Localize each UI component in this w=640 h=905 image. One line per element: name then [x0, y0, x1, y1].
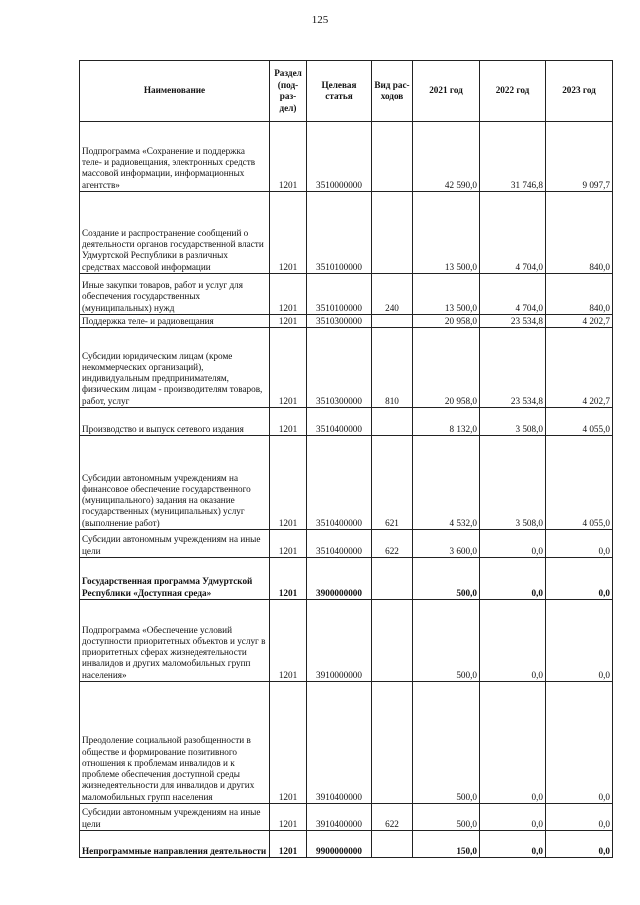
row-razdel: 1201	[270, 530, 307, 558]
row-2023: 0,0	[546, 831, 613, 858]
row-vid	[372, 600, 413, 682]
row-2022: 3 508,0	[480, 436, 546, 530]
row-razdel: 1201	[270, 600, 307, 682]
row-vid	[372, 558, 413, 600]
row-name: Поддержка теле- и радиовещания	[80, 315, 270, 328]
row-2023: 0,0	[546, 682, 613, 804]
row-2022: 23 534,8	[480, 315, 546, 328]
row-target: 3910400000	[307, 804, 372, 831]
row-2023: 840,0	[546, 192, 613, 274]
row-razdel: 1201	[270, 558, 307, 600]
row-vid	[372, 122, 413, 192]
row-2021: 500,0	[413, 682, 480, 804]
header-razdel: Раздел (под-раз-дел)	[270, 61, 307, 122]
row-name: Подпрограмма «Обеспечение условий доступности приоритетных объектов и услуг в приоритетных сферах жизнедеятельности инвалидов и других маломобильных групп населения»	[80, 600, 270, 682]
row-2022: 0,0	[480, 682, 546, 804]
row-target: 3900000000	[307, 558, 372, 600]
row-target: 3510000000	[307, 122, 372, 192]
row-2021: 42 590,0	[413, 122, 480, 192]
row-target: 3510100000	[307, 274, 372, 315]
row-2022: 0,0	[480, 831, 546, 858]
row-razdel: 1201	[270, 831, 307, 858]
row-2023: 0,0	[546, 558, 613, 600]
row-target: 3510400000	[307, 530, 372, 558]
row-razdel: 1201	[270, 328, 307, 408]
table-row	[80, 558, 613, 600]
row-2022: 0,0	[480, 804, 546, 831]
table-row	[80, 436, 613, 530]
budget-table	[79, 60, 613, 858]
row-razdel: 1201	[270, 436, 307, 530]
row-2021: 150,0	[413, 831, 480, 858]
row-name: Субсидии юридическим лицам (кроме некоммерческих организаций), индивидуальным предпринимателям, физическим лицам - производителям товаров, работ, услуг	[80, 328, 270, 408]
table-row	[80, 274, 613, 315]
row-vid: 622	[372, 804, 413, 831]
row-2022: 0,0	[480, 558, 546, 600]
table-row	[80, 831, 613, 858]
row-vid	[372, 831, 413, 858]
row-2022: 0,0	[480, 530, 546, 558]
header-name: Наименование	[80, 61, 270, 122]
row-2023: 840,0	[546, 274, 613, 315]
row-2023: 4 202,7	[546, 328, 613, 408]
row-name: Производство и выпуск сетевого издания	[80, 408, 270, 436]
table-row	[80, 315, 613, 328]
row-2023: 0,0	[546, 600, 613, 682]
row-2021: 3 600,0	[413, 530, 480, 558]
row-target: 3510300000	[307, 315, 372, 328]
table-header-row	[80, 61, 613, 122]
page-number: 125	[311, 14, 329, 26]
row-name: Преодоление социальной разобщенности в обществе и формирование позитивного отношения к проблемам инвалидов и к проблеме обеспечения доступной среды жизнедеятельности для инвалидов и других маломобильных групп населения	[80, 682, 270, 804]
row-2022: 23 534,8	[480, 328, 546, 408]
row-vid	[372, 682, 413, 804]
row-target: 9900000000	[307, 831, 372, 858]
row-name: Иные закупки товаров, работ и услуг для обеспечения государственных (муниципальных) нужд	[80, 274, 270, 315]
row-target: 3910000000	[307, 600, 372, 682]
row-name: Государственная программа Удмуртской Республики «Доступная среда»	[80, 558, 270, 600]
table-row	[80, 804, 613, 831]
row-razdel: 1201	[270, 315, 307, 328]
row-vid: 622	[372, 530, 413, 558]
row-2022: 4 704,0	[480, 192, 546, 274]
row-2021: 20 958,0	[413, 315, 480, 328]
header-2023: 2023 год	[546, 61, 613, 122]
row-razdel: 1201	[270, 274, 307, 315]
row-name: Субсидии автономным учреждениям на иные цели	[80, 804, 270, 831]
row-2021: 20 958,0	[413, 328, 480, 408]
row-name: Создание и распространение сообщений о деятельности органов государственной власти Удмуртской Республики в различных средствах массовой информации	[80, 192, 270, 274]
row-razdel: 1201	[270, 408, 307, 436]
row-name: Непрограммные направления деятельности	[80, 831, 270, 858]
row-2023: 4 055,0	[546, 436, 613, 530]
row-razdel: 1201	[270, 804, 307, 831]
table-row	[80, 530, 613, 558]
row-vid	[372, 192, 413, 274]
row-2021: 4 532,0	[413, 436, 480, 530]
row-target: 3510400000	[307, 436, 372, 530]
table-row	[80, 600, 613, 682]
header-2021: 2021 год	[413, 61, 480, 122]
row-target: 3910400000	[307, 682, 372, 804]
row-name: Субсидии автономным учреждениям на финансовое обеспечение государственного (муниципального) задания на оказание государственных (муниципальных) услуг (выполнение работ)	[80, 436, 270, 530]
row-2022: 4 704,0	[480, 274, 546, 315]
table-row	[80, 328, 613, 408]
table-row	[80, 682, 613, 804]
row-2023: 9 097,7	[546, 122, 613, 192]
row-2023: 0,0	[546, 804, 613, 831]
table-row	[80, 122, 613, 192]
row-2023: 4 055,0	[546, 408, 613, 436]
row-2021: 500,0	[413, 600, 480, 682]
header-2022: 2022 год	[480, 61, 546, 122]
row-target: 3510400000	[307, 408, 372, 436]
row-razdel: 1201	[270, 682, 307, 804]
row-name: Субсидии автономным учреждениям на иные цели	[80, 530, 270, 558]
row-2022: 3 508,0	[480, 408, 546, 436]
row-razdel: 1201	[270, 122, 307, 192]
row-vid: 810	[372, 328, 413, 408]
row-2022: 0,0	[480, 600, 546, 682]
row-2022: 31 746,8	[480, 122, 546, 192]
row-2021: 13 500,0	[413, 192, 480, 274]
row-vid	[372, 315, 413, 328]
row-vid: 621	[372, 436, 413, 530]
row-2021: 500,0	[413, 804, 480, 831]
row-razdel: 1201	[270, 192, 307, 274]
row-target: 3510100000	[307, 192, 372, 274]
row-2023: 4 202,7	[546, 315, 613, 328]
header-vid: Вид рас-ходов	[372, 61, 413, 122]
table-row	[80, 408, 613, 436]
row-target: 3510300000	[307, 328, 372, 408]
row-2021: 8 132,0	[413, 408, 480, 436]
row-2023: 0,0	[546, 530, 613, 558]
row-2021: 13 500,0	[413, 274, 480, 315]
row-vid	[372, 408, 413, 436]
row-name: Подпрограмма «Сохранение и поддержка теле- и радиовещания, электронных средств массовой информации, информационных агентств»	[80, 122, 270, 192]
header-target: Целевая статья	[307, 61, 372, 122]
table-row	[80, 192, 613, 274]
row-vid: 240	[372, 274, 413, 315]
row-2021: 500,0	[413, 558, 480, 600]
